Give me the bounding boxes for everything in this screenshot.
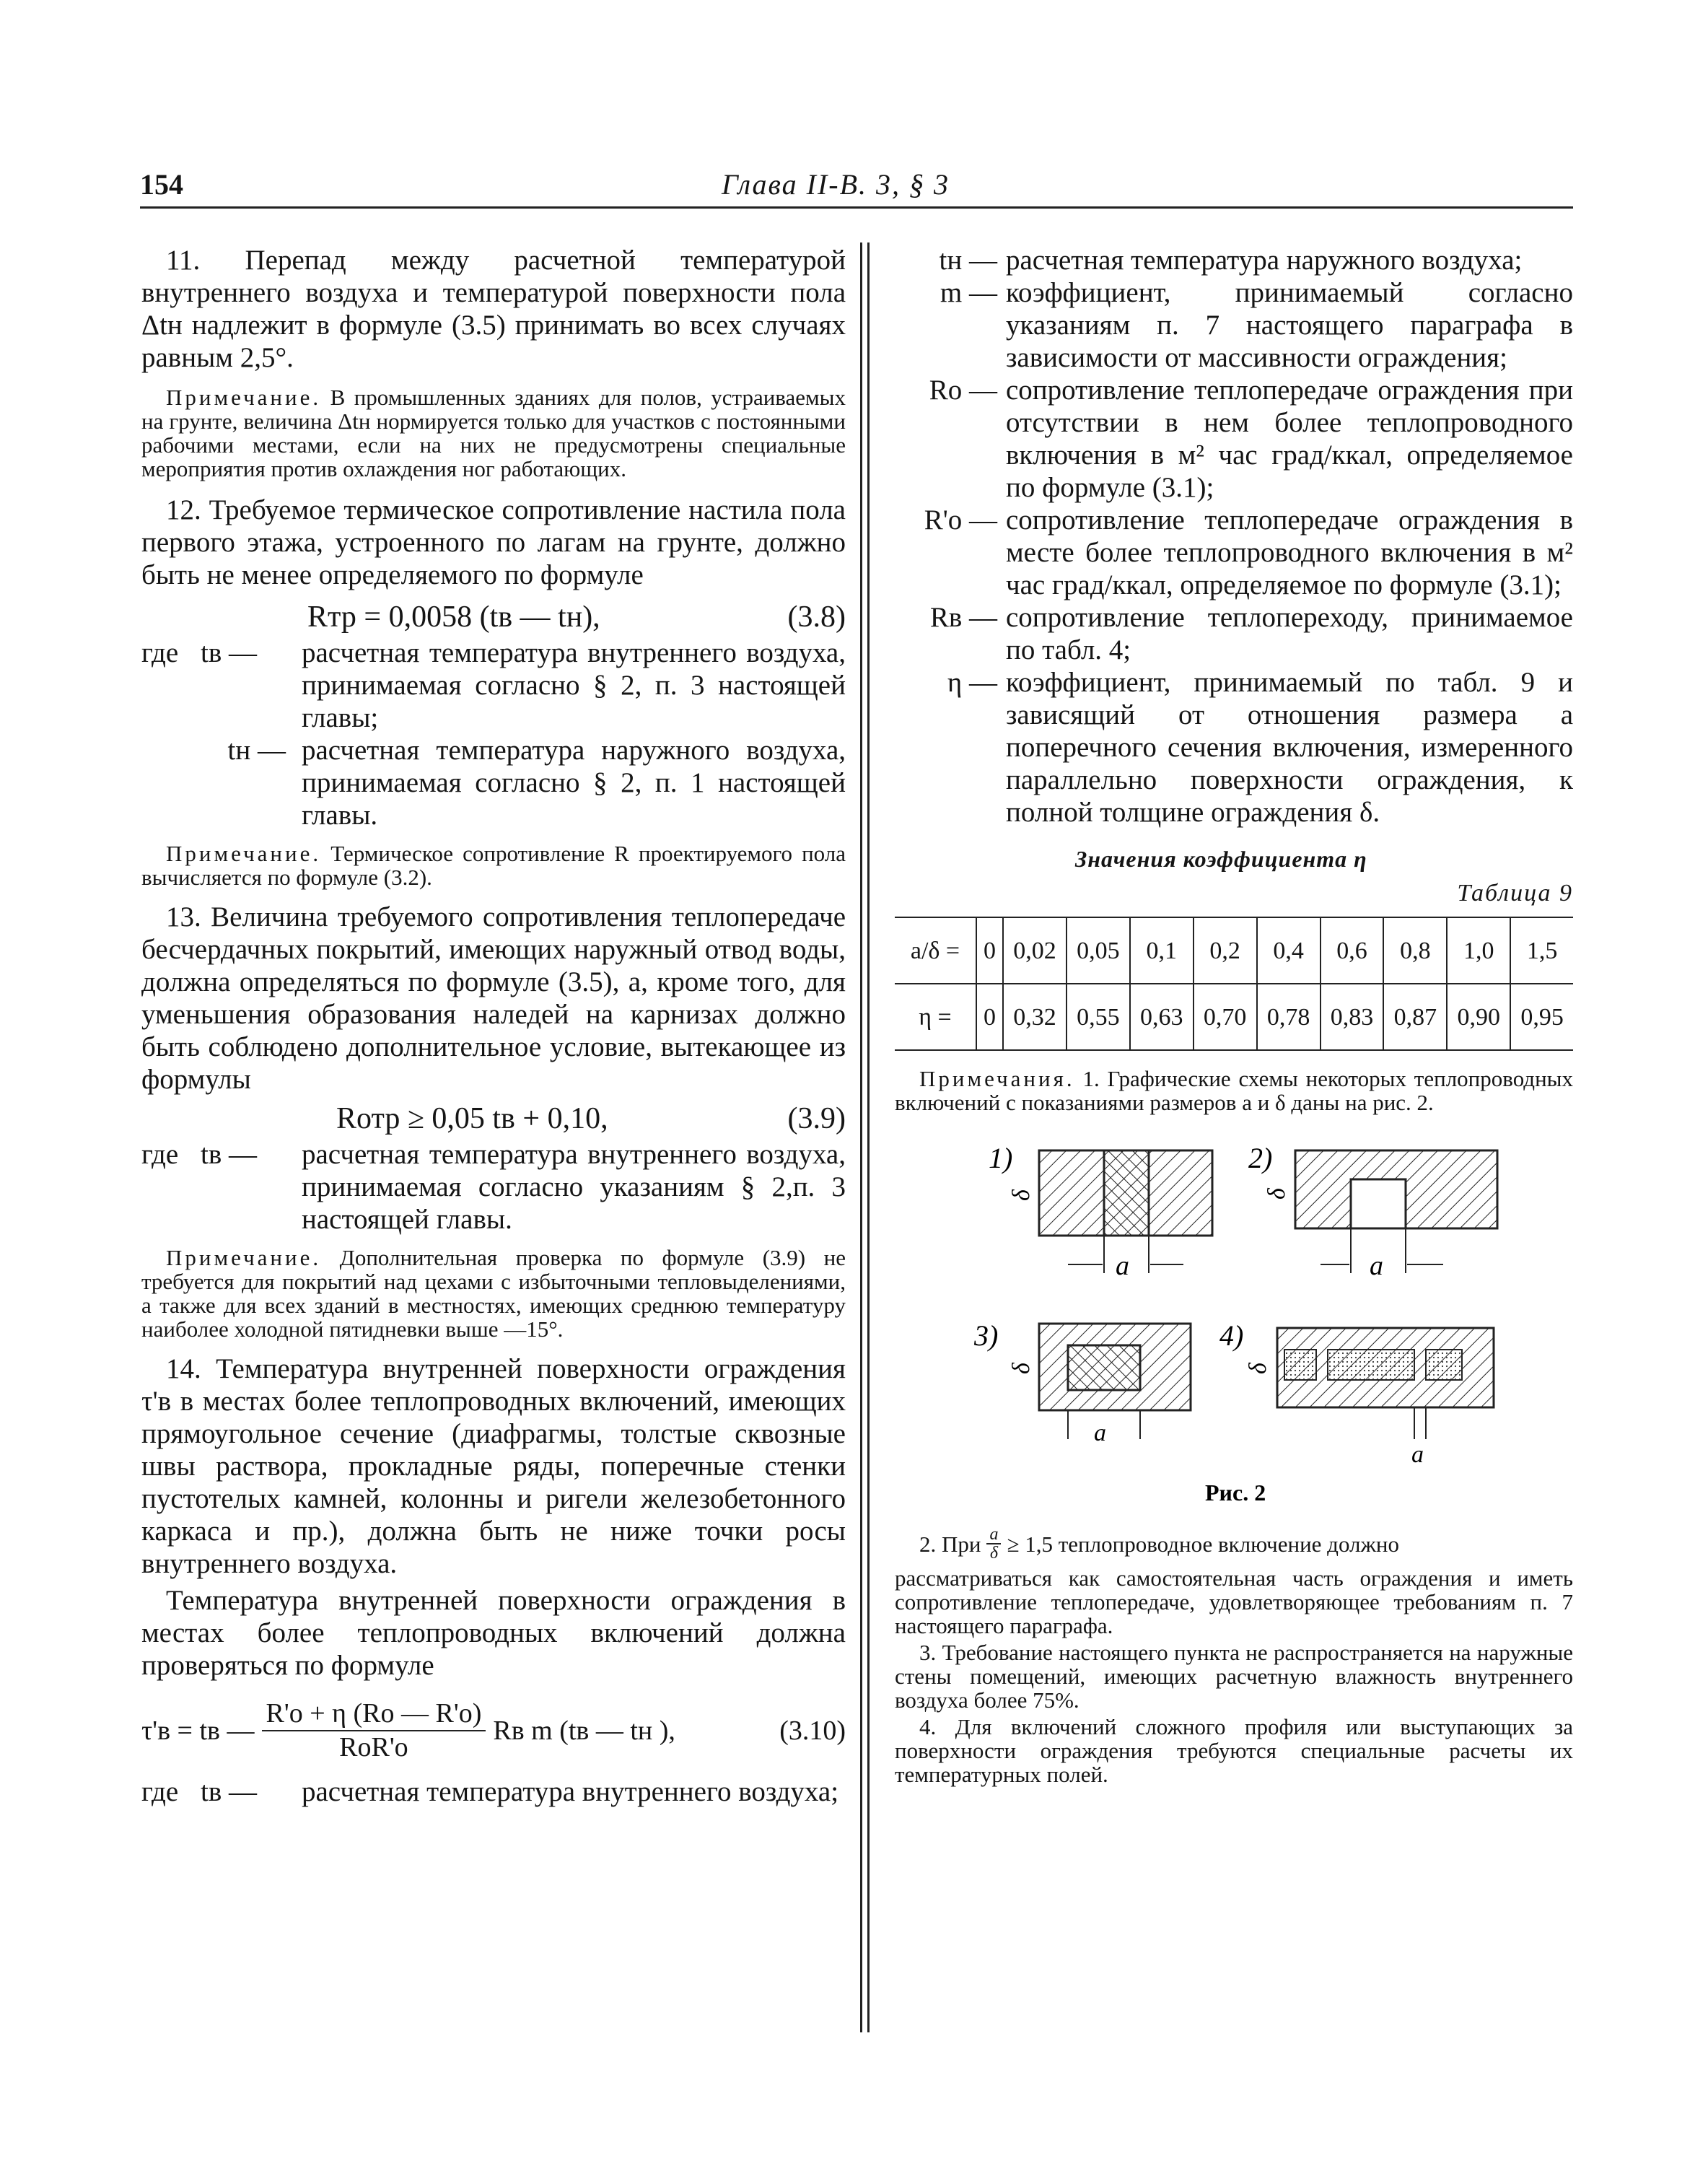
figure-2-scheme-4 bbox=[1219, 1319, 1494, 1468]
coefficient-table bbox=[895, 917, 1573, 1051]
figure-caption: Рис. 2 bbox=[1205, 1480, 1266, 1506]
header-rule bbox=[140, 206, 1573, 209]
paragraph-14: 14. Температура внутренней поверхности ограждения τ'в в местах более теплопроводных включений, имеющих прямоугольное сечение (диафрагмы, толстые сквозные швы раствора, прокладные ряды, поперечные стенки пустотелых камней, колонны и ригели железобетонного каркаса и пр.), должна быть не ниже точки росы внутреннего воздуха. bbox=[141, 1353, 846, 1579]
right-column bbox=[895, 244, 1573, 1786]
table-cell: 0 bbox=[976, 918, 1003, 984]
equation-3-8: Rтр = 0,0058 (tв — tн), (3.8) bbox=[307, 600, 846, 634]
table-row bbox=[895, 918, 1573, 984]
equation-3-9: Rотр ≥ 0,05 tв + 0,10, (3.9) bbox=[336, 1102, 846, 1135]
note-2: рассматриваться как самостоятельная часть ограждения и иметь сопротивление теплопередаче, удовлетворяющее требованиям п. 7 настоящего параграфа. bbox=[895, 1565, 1573, 1638]
svg-text:1): 1) bbox=[989, 1142, 1013, 1174]
table-cell: 0,83 bbox=[1321, 984, 1384, 1049]
table-cell: 0,32 bbox=[1003, 984, 1067, 1049]
svg-text:δ: δ bbox=[1008, 1363, 1035, 1374]
table-cell: 0,63 bbox=[1130, 984, 1194, 1049]
svg-text:δ: δ bbox=[1264, 1188, 1290, 1200]
figure-2-scheme-2 bbox=[1248, 1142, 1497, 1281]
figure-2-scheme-3 bbox=[973, 1319, 1191, 1446]
svg-text:a: a bbox=[1370, 1251, 1383, 1281]
definition-row: tн — расчетная температура наружного воздуха; bbox=[939, 245, 1523, 276]
definition-row: где tв — расчетная температура внутреннего воздуха, принимаемая согласно § 2, п. 3 настоящей главы; bbox=[141, 637, 846, 733]
table-header-cell: η = bbox=[919, 1003, 952, 1031]
svg-text:a: a bbox=[1116, 1251, 1129, 1281]
definition-row: m — коэффициент, принимаемый согласно указаниям п. 7 настоящего параграфа в зависимости от массивности ограждения; bbox=[940, 277, 1573, 373]
page-number: 154 bbox=[140, 168, 183, 201]
paragraph-12: 12. Требуемое термическое сопротивление настила пола первого этажа, устроенного по лагам на грунте, должно быть не менее определяемого по формуле bbox=[141, 494, 846, 590]
table-cell: 0,70 bbox=[1194, 984, 1257, 1049]
table-title: Значения коэффициента η bbox=[1075, 846, 1367, 872]
equation-3-10: τ'в = tв — R'о + η (Rо — R'о) RоR'о Rв m (tв — tн ), (3.10) bbox=[141, 1698, 846, 1762]
svg-text:2): 2) bbox=[1248, 1142, 1273, 1174]
definition-row: Rв — сопротивление теплопереходу, принимаемое по табл. 4; bbox=[929, 602, 1573, 665]
definition-row: где tв — расчетная температура внутреннего воздуха, принимаемая согласно указаниям § 2,п. 3 настоящей главы. bbox=[141, 1139, 846, 1235]
table-cell: 0,4 bbox=[1257, 918, 1321, 984]
note-2-first-line: 2. При $\frac{a}{\delta}$ ≥ 1,5 теплопроводное включение должно bbox=[919, 1525, 1400, 1563]
note-12: Примечание. Термическое сопротивление R проектируемого пола вычисляется по формуле (3.2). bbox=[141, 841, 846, 890]
figure-2-scheme-1 bbox=[989, 1142, 1212, 1281]
table-cell: 1,5 bbox=[1510, 918, 1573, 984]
svg-text:3): 3) bbox=[974, 1319, 999, 1352]
note-11: Примечание. В промышленных зданиях для полов, устраиваемых на грунте, величина Δtн нормируется только для участков с постоянными рабочими местами, если на них не предусмотрены специальные мероприятия против охлаждения ног работающих. bbox=[141, 385, 846, 481]
table-cell: 0,78 bbox=[1257, 984, 1321, 1049]
definition-row: R'о — сопротивление теплопередаче ограждения в месте более теплопроводного включения в м² час град/ккал, определяемое по формуле (3.1); bbox=[924, 504, 1573, 600]
figure-2 bbox=[895, 1122, 1573, 1526]
paragraph-11: 11. Перепад между расчетной температурой внутреннего воздуха и температурой поверхности пола Δtн надлежит в формуле (3.5) принимать во всех случаях равным 2,5°. bbox=[141, 245, 846, 373]
table-cell: 0,87 bbox=[1383, 984, 1447, 1049]
svg-text:δ: δ bbox=[1245, 1363, 1271, 1374]
table-cell: 0,95 bbox=[1510, 984, 1573, 1049]
note-3: 3. Требование настоящего пункта не распространяется на наружные стены помещений, имеющих расчетную влажность внутреннего воздуха более 75%. bbox=[895, 1640, 1573, 1713]
svg-text:a: a bbox=[1411, 1441, 1424, 1468]
table-cell: 0,2 bbox=[1194, 918, 1257, 984]
table-cell: 0,90 bbox=[1447, 984, 1510, 1049]
table-cell: 0,55 bbox=[1067, 984, 1130, 1049]
note-4: 4. Для включений сложного профиля или выступающих за поверхности ограждения требуются специальные расчеты их температурных полей. bbox=[895, 1714, 1573, 1787]
column-divider-left bbox=[860, 242, 862, 2032]
table-cell: 0 bbox=[976, 984, 1003, 1049]
svg-text:δ: δ bbox=[1008, 1189, 1035, 1201]
table-cell: 0,8 bbox=[1383, 918, 1447, 984]
note-13: Примечание. Дополнительная проверка по формуле (3.9) не требуется для покрытий над цехами с избыточными тепловыделениями, а также для всех зданий в местностях, имеющих среднюю температуру наиболее холодной пятидневки выше —15°. bbox=[141, 1245, 846, 1342]
definition-row: η — коэффициент, принимаемый по табл. 9 и зависящий от отношения размера a поперечного сечения включения, измеренного параллельно поверхности ограждения, к полной толщине ограждения δ. bbox=[947, 667, 1573, 828]
table-cell: 1,0 bbox=[1447, 918, 1510, 984]
table-row bbox=[895, 984, 1573, 1049]
paragraph-14b: Температура внутренней поверхности ограждения в местах более теплопроводных включений должна проверяться по формуле bbox=[141, 1585, 846, 1681]
svg-text:a: a bbox=[1094, 1420, 1106, 1446]
definition-row: где tв — расчетная температура внутреннего воздуха; bbox=[141, 1776, 839, 1807]
table-cell: 0,1 bbox=[1130, 918, 1194, 984]
table-cell: 0,05 bbox=[1067, 918, 1130, 984]
column-divider-right bbox=[867, 242, 870, 2032]
paragraph-13: 13. Величина требуемого сопротивления теплопередаче бесчердачных покрытий, имеющих наружный отвод воды, должна определяться по формуле (3.5), а, кроме того, для уменьшения образования наледей на карнизах должно быть соблюдено дополнительное условие, вытекающее из формулы bbox=[141, 901, 846, 1095]
definition-row: Rо — сопротивление теплопередаче ограждения при отсутствии в нем более теплопроводного включения в м² час град/ккал, определяемое по формуле (3.1); bbox=[929, 375, 1573, 503]
chapter-title: Глава II-В. 3, § 3 bbox=[722, 168, 950, 201]
table-cell: 0,02 bbox=[1003, 918, 1067, 984]
left-column bbox=[141, 244, 846, 1808]
svg-text:4): 4) bbox=[1219, 1319, 1244, 1352]
table-cell: 0,6 bbox=[1321, 918, 1384, 984]
definition-row: tн — расчетная температура наружного воздуха, принимаемая согласно § 2, п. 1 настоящей главы. bbox=[227, 735, 846, 831]
table-header-cell: a/δ = bbox=[895, 918, 976, 984]
note-1: Примечания. 1. Графические схемы некоторых теплопроводных включений с показаниями размеров a и δ даны на рис. 2. bbox=[895, 1066, 1573, 1115]
table-label: Таблица 9 bbox=[1457, 880, 1573, 906]
